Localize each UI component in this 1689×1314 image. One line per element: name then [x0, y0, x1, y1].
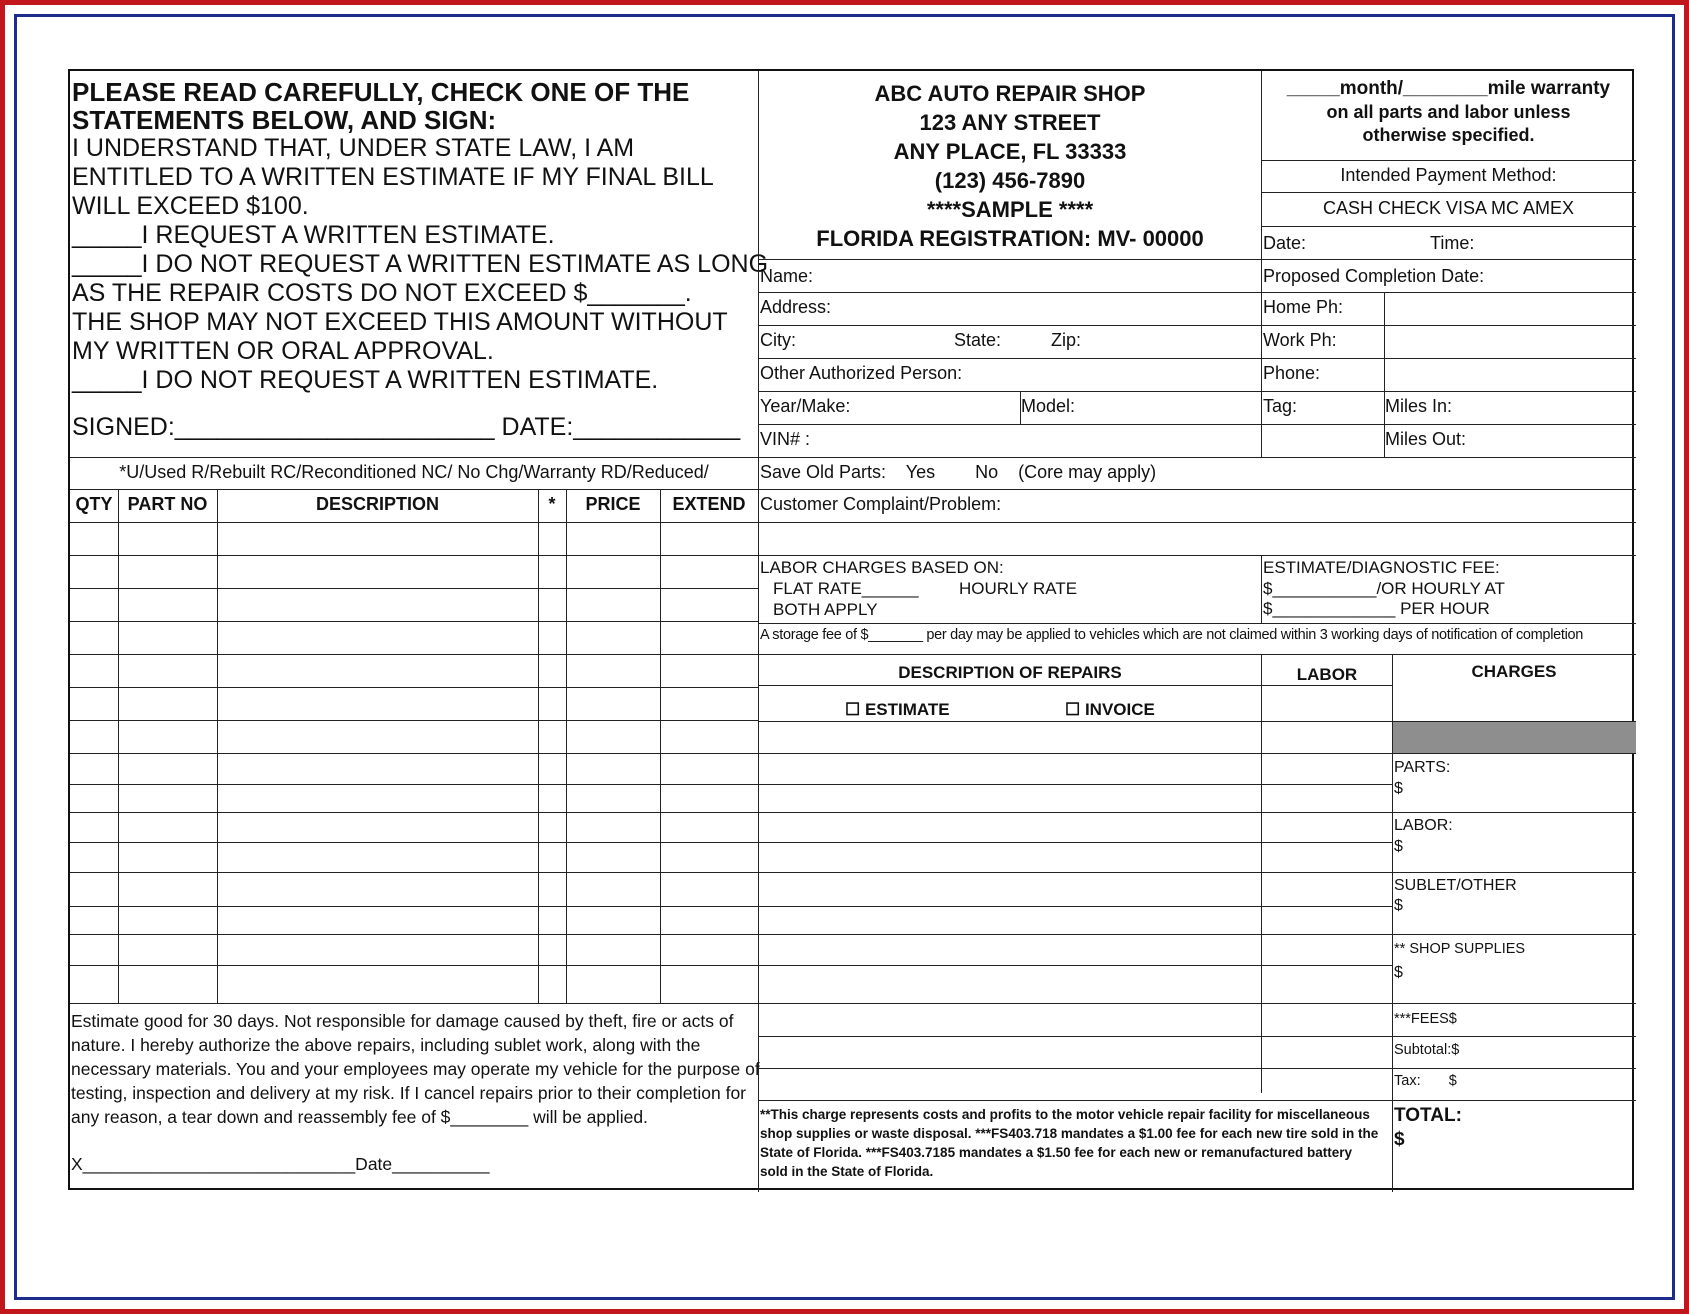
charges-column-header: CHARGES	[1471, 662, 1557, 681]
estimate-checkbox[interactable]: ☐ ESTIMATE	[845, 700, 950, 719]
description-header: DESCRIPTION	[315, 494, 439, 514]
table-row-line	[70, 812, 758, 813]
miles-in-field[interactable]: Miles In:	[1385, 396, 1453, 416]
table-column-line	[118, 489, 119, 1003]
divider	[1261, 71, 1262, 262]
zip-field[interactable]: Zip:	[1051, 330, 1082, 350]
table-row-line	[70, 654, 758, 655]
divider	[758, 522, 1636, 523]
diagnostic-fee-line1[interactable]: $___________/OR HOURLY AT	[1263, 579, 1505, 598]
fee-notes: sold in the State of Florida.	[760, 1164, 934, 1179]
terms-text: any reason, a tear down and reassembly fee of $________ will be applied.	[71, 1107, 648, 1127]
save-old-parts-field[interactable]: Save Old Parts: Yes No (Core may apply)	[760, 462, 1157, 482]
table-row-line	[70, 906, 758, 907]
divider	[758, 753, 1636, 754]
table-row-line	[70, 965, 758, 966]
extend-header: EXTEND	[672, 494, 746, 514]
divider	[758, 555, 1636, 556]
authorization-signature-line[interactable]: X____________________________Date__________	[71, 1154, 490, 1174]
divider	[758, 1068, 1636, 1069]
divider	[758, 1036, 1636, 1037]
request-text: ENTITLED TO A WRITTEN ESTIMATE IF MY FINAL BILL	[72, 163, 714, 191]
proposed-completion-field[interactable]: Proposed Completion Date:	[1263, 266, 1485, 286]
hourly-rate-option[interactable]: HOURLY RATE	[959, 579, 1078, 598]
fee-notes: shop supplies or waste disposal. ***FS403.718 mandates a $1.00 fee for each new tire sold in the	[760, 1126, 1379, 1141]
table-row-line	[70, 784, 758, 785]
diagnostic-fee-label: ESTIMATE/DIAGNOSTIC FEE:	[1263, 558, 1500, 577]
sublet-charge-value[interactable]: $	[1394, 897, 1403, 914]
fee-notes: State of Florida. ***FS403.7185 mandates a $1.50 fee for each new or remanufactured battery	[760, 1145, 1352, 1160]
tax-field[interactable]: Tax: $	[1394, 1073, 1457, 1089]
city-field[interactable]: City:	[760, 330, 796, 350]
request-text: WILL EXCEED $100.	[72, 192, 309, 220]
request-option-written[interactable]: _____I REQUEST A WRITTEN ESTIMATE.	[72, 221, 555, 249]
other-person-field[interactable]: Other Authorized Person:	[760, 363, 963, 383]
divider	[1261, 226, 1636, 227]
divider	[1261, 555, 1262, 623]
table-row-line	[70, 842, 758, 843]
sublet-charge-label: SUBLET/OTHER	[1394, 877, 1517, 894]
request-option-none[interactable]: _____I DO NOT REQUEST A WRITTEN ESTIMATE.	[72, 366, 659, 394]
divider	[758, 391, 1636, 392]
divider	[758, 292, 1636, 293]
request-heading-line2: STATEMENTS BELOW, AND SIGN:	[72, 105, 497, 135]
work-phone-field[interactable]: Work Ph:	[1263, 330, 1337, 350]
divider	[1392, 654, 1393, 1192]
repair-order-form	[68, 69, 1634, 1190]
main-divider	[758, 71, 759, 1192]
divider	[758, 325, 1636, 326]
divider	[1261, 160, 1636, 161]
divider	[758, 872, 1636, 873]
tag-field[interactable]: Tag:	[1263, 396, 1298, 416]
parts-legend: *U/Used R/Rebuilt RC/Reconditioned NC/ No Chg/Warranty RD/Reduced/	[119, 462, 709, 482]
request-text: I UNDERSTAND THAT, UNDER STATE LAW, I AM	[72, 134, 635, 162]
table-row-line	[70, 872, 758, 873]
divider	[758, 685, 1392, 686]
model-field[interactable]: Model:	[1021, 396, 1076, 416]
labor-charge-label: LABOR:	[1394, 817, 1453, 834]
table-column-line	[660, 489, 661, 1003]
fee-notes: **This charge represents costs and profits to the motor vehicle repair facility for miscellaneous	[760, 1107, 1370, 1122]
payment-methods[interactable]: CASH CHECK VISA MC AMEX	[1322, 198, 1575, 218]
divider	[758, 842, 1392, 843]
condition-header: *	[548, 494, 556, 514]
divider	[758, 934, 1636, 935]
address-field[interactable]: Address:	[760, 297, 832, 317]
signature-line[interactable]: SIGNED:_______________________ DATE:____________	[72, 413, 741, 441]
table-column-line	[217, 489, 218, 1003]
divider	[758, 489, 1636, 490]
request-heading-line1: PLEASE READ CAREFULLY, CHECK ONE OF THE	[72, 77, 690, 107]
total-value[interactable]: $	[1394, 1129, 1405, 1150]
shaded-cell	[1392, 721, 1636, 753]
warranty-line3: otherwise specified.	[1362, 125, 1535, 145]
divider	[1020, 391, 1021, 424]
diagnostic-fee-line2[interactable]: $_____________ PER HOUR	[1263, 599, 1490, 618]
divider	[758, 457, 1636, 458]
request-option-limit[interactable]: _____I DO NOT REQUEST A WRITTEN ESTIMATE AS LONG	[72, 250, 769, 278]
divider	[1261, 654, 1262, 1093]
name-field[interactable]: Name:	[760, 266, 814, 286]
divider	[758, 721, 1636, 722]
warranty-line1[interactable]: _____month/________mile warranty	[1286, 78, 1611, 99]
divider	[758, 965, 1392, 966]
table-row-line	[70, 687, 758, 688]
terms-text: nature. I hereby authorize the above repairs, including sublet work, along with the	[71, 1035, 701, 1055]
both-apply-option[interactable]: BOTH APPLY	[773, 600, 878, 619]
table-row-line	[70, 588, 758, 589]
labor-based-on: LABOR CHARGES BASED ON:	[760, 558, 1004, 577]
part-no-header: PART NO	[127, 494, 208, 514]
year-make-field[interactable]: Year/Make:	[760, 396, 851, 416]
divider	[758, 358, 1636, 359]
terms-text: necessary materials. You and your employees may operate my vehicle for the purpose of	[71, 1059, 760, 1079]
invoice-checkbox[interactable]: ☐ INVOICE	[1065, 700, 1155, 719]
table-row-line	[70, 1003, 758, 1004]
shop-city: ANY PLACE, FL 33333	[893, 139, 1127, 164]
shop-phone: (123) 456-7890	[934, 168, 1086, 193]
terms-text: testing, inspection and delivery at my risk. If I cancel repairs prior to their completion for	[71, 1083, 747, 1103]
table-row-line	[70, 753, 758, 754]
divider	[758, 654, 1636, 655]
price-header: PRICE	[585, 494, 641, 514]
miles-out-field[interactable]: Miles Out:	[1385, 429, 1467, 449]
divider	[70, 457, 758, 458]
fees-field[interactable]: ***FEES$	[1394, 1011, 1457, 1027]
shop-supplies-value[interactable]: $	[1394, 964, 1403, 981]
state-field[interactable]: State:	[954, 330, 1002, 350]
request-text: MY WRITTEN OR ORAL APPROVAL.	[72, 337, 494, 365]
total-label: TOTAL:	[1394, 1105, 1462, 1126]
request-text: AS THE REPAIR COSTS DO NOT EXCEED $_______.	[72, 279, 692, 307]
registration-number: FLORIDA REGISTRATION: MV- 00000	[816, 226, 1204, 251]
storage-fee-notice: A storage fee of $_______ per day may be applied to vehicles which are not claimed within 3 working days of notification of completion	[760, 627, 1584, 643]
divider	[758, 1100, 1636, 1101]
time-field[interactable]: Time:	[1430, 233, 1475, 253]
table-row-line	[70, 621, 758, 622]
subtotal-field[interactable]: Subtotal:$	[1394, 1042, 1460, 1058]
parts-charge-label: PARTS:	[1394, 759, 1451, 776]
divider	[758, 784, 1392, 785]
description-of-repairs-header: DESCRIPTION OF REPAIRS	[898, 663, 1122, 682]
table-row-line	[70, 555, 758, 556]
table-column-line	[538, 489, 539, 1003]
labor-column-header: LABOR	[1296, 665, 1358, 684]
payment-method-label: Intended Payment Method:	[1340, 165, 1557, 185]
divider	[758, 424, 1636, 425]
divider	[1261, 259, 1262, 457]
terms-text: Estimate good for 30 days. Not responsible for damage caused by theft, fire or acts of	[71, 1011, 734, 1031]
labor-charge-value[interactable]: $	[1394, 838, 1403, 855]
divider	[1261, 192, 1636, 193]
divider	[758, 1003, 1636, 1004]
shop-street: 123 ANY STREET	[919, 110, 1101, 135]
flat-rate-option[interactable]: FLAT RATE______	[773, 579, 919, 598]
divider	[758, 812, 1636, 813]
vin-field[interactable]: VIN# :	[760, 429, 811, 449]
parts-charge-value[interactable]: $	[1394, 780, 1403, 797]
shop-name: ABC AUTO REPAIR SHOP	[874, 81, 1146, 106]
customer-complaint-field[interactable]: Customer Complaint/Problem:	[760, 494, 1002, 514]
divider	[758, 623, 1636, 624]
sample-label: ****SAMPLE ****	[926, 197, 1094, 222]
date-field[interactable]: Date:	[1263, 233, 1307, 253]
divider	[70, 489, 758, 490]
table-row-line	[70, 720, 758, 721]
shop-supplies-label: ** SHOP SUPPLIES	[1394, 941, 1526, 957]
phone-field[interactable]: Phone:	[1263, 363, 1321, 383]
divider	[1384, 292, 1385, 457]
table-row-line	[70, 934, 758, 935]
request-text: THE SHOP MAY NOT EXCEED THIS AMOUNT WITHOUT	[72, 308, 728, 336]
divider	[758, 259, 1636, 260]
home-phone-field[interactable]: Home Ph:	[1263, 297, 1344, 317]
qty-header: QTY	[75, 494, 113, 514]
table-column-line	[566, 489, 567, 1003]
divider	[758, 906, 1392, 907]
divider	[70, 522, 758, 523]
warranty-line2: on all parts and labor unless	[1326, 102, 1571, 122]
